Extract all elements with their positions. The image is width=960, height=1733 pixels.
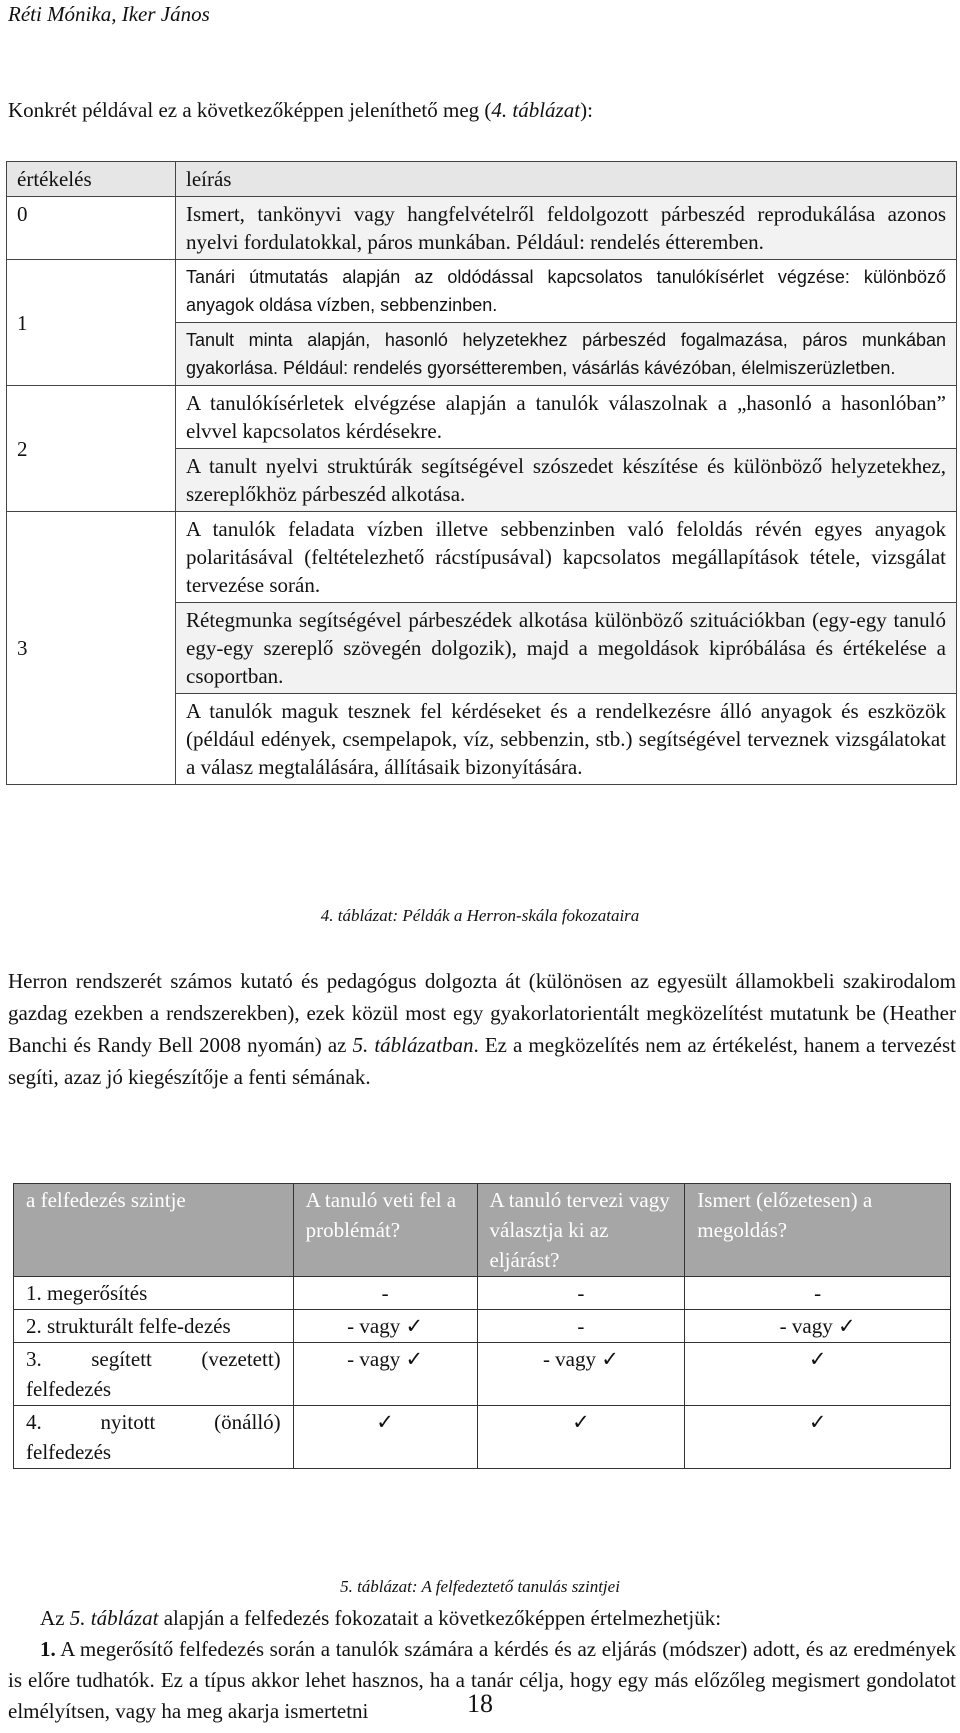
description-cell: Tanári útmutatás alapján az oldódással kapcsolatos tanulókísérlet végzése: különböző anyagok oldása vízben, sebbenzinben. — [176, 260, 957, 323]
table-reference: 5. táblázatban — [352, 1033, 474, 1057]
table-row — [7, 386, 957, 449]
table-header-row — [7, 162, 957, 197]
description-cell: A tanulók feladata vízben illetve sebbenzinben való feloldás révén egyes anyagok polaritásával (feltételezhető rácstípusával) kapcsolatos megállapítások tétele, vizsgálat tervezése során. — [176, 512, 957, 603]
value-cell: ✓ — [685, 1343, 951, 1406]
body-paragraph: Herron rendszerét számos kutató és pedagógus dolgozta át (különösen az egyesült államokbeli szakirodalom gazdag ezekben a rendszerekben), ezek közül most egy gyakorlatorientált megközelítést mutatunk be (Heather Banchi és Randy Bell 2008 nyomán) az 5. táblázatban. Ez a megközelítés nem az értékelést, hanem a tervezést segíti, azaz jó kiegészítője a fenti sémának. — [8, 969, 956, 1089]
header-cell: leírás — [176, 162, 957, 197]
value-cell: - — [477, 1277, 685, 1310]
level-cell: 1 — [7, 260, 176, 386]
table-row — [7, 197, 957, 260]
value-cell: ✓ — [293, 1406, 477, 1469]
table-row — [14, 1406, 951, 1469]
value-cell: - — [685, 1277, 951, 1310]
running-header: Réti Mónika, Iker János — [8, 2, 210, 26]
table-5-caption: 5. táblázat: A felfedeztető tanulás szintjei — [340, 1577, 620, 1596]
table-5 — [13, 1183, 951, 1469]
level-cell: 4. nyitott (önálló) felfedezés — [14, 1406, 294, 1469]
table-4 — [6, 161, 957, 785]
description-cell: A tanult nyelvi struktúrák segítségével szószedet készítése és különböző helyzetekhez, szereplőkhöz párbeszéd alkotása. — [176, 449, 957, 512]
page-number: 18 — [467, 1689, 493, 1718]
table-4-caption: 4. táblázat: Példák a Herron-skála fokozataira — [320, 906, 640, 925]
level-cell: 1. megerősítés — [14, 1277, 294, 1310]
table-row — [14, 1343, 951, 1406]
value-cell: - — [293, 1277, 477, 1310]
description-cell: Tanult minta alapján, hasonló helyzetekhez párbeszéd fogalmazása, páros munkában gyakorlása. Például: rendelés gyorsétteremben, vásárlás kávézóban, élelmiszerüzletben. — [176, 323, 957, 386]
table-row — [7, 512, 957, 603]
item-number: 1. — [40, 1637, 56, 1661]
description-cell: Ismert, tankönyvi vagy hangfelvételről feldolgozott párbeszéd reprodukálása azonos nyelvi fordulatokkal, páros munkában. Például: rendelés étteremben. — [176, 197, 957, 260]
value-cell: - vagy ✓ — [477, 1343, 685, 1406]
description-cell: Rétegmunka segítségével párbeszédek alkotása különböző szituációkban (egy-egy tanuló egy-egy szereplő szövegén dolgozik), majd a megoldások kipróbálása és értékelése a csoportban. — [176, 603, 957, 694]
level-cell: 2 — [7, 386, 176, 512]
description-cell: A tanulókísérletek elvégzése alapján a tanulók válaszolnak a „hasonló a hasonlóban” elvvel kapcsolatos kérdésekre. — [176, 386, 957, 449]
header-cell: Ismert (előzetesen) a megoldás? — [685, 1184, 951, 1277]
header-cell: értékelés — [7, 162, 176, 197]
table-header-row — [14, 1184, 951, 1277]
value-cell: - vagy ✓ — [293, 1343, 477, 1406]
value-cell: - vagy ✓ — [685, 1310, 951, 1343]
table-row — [7, 260, 957, 323]
table-reference: 5. táblázat — [69, 1606, 159, 1630]
level-cell: 3 — [7, 512, 176, 785]
value-cell: - — [477, 1310, 685, 1343]
table-row — [14, 1277, 951, 1310]
header-cell: A tanuló veti fel a problémát? — [293, 1184, 477, 1277]
paragraph-line: Az 5. táblázat alapján a felfedezés fokozatait a következőképpen értelmezhetjük: — [40, 1606, 722, 1630]
value-cell: ✓ — [685, 1406, 951, 1469]
intro-line: Konkrét példával ez a következőképpen jeleníthető meg (4. táblázat): — [8, 98, 593, 122]
table-row — [14, 1310, 951, 1343]
header-cell: a felfedezés szintje — [14, 1184, 294, 1277]
value-cell: - vagy ✓ — [293, 1310, 477, 1343]
numbered-item: 1. A megerősítő felfedezés során a tanulók számára a kérdés és az eljárás (módszer) adott, és az eredmények is előre tudhatók. Ez a típus akkor lehet hasznos, ha a tanár célja, hogy egy más előzőleg megismert gondolatot elmélyítsen, vagy ha meg akarja ismertetni — [8, 1637, 956, 1723]
level-cell: 0 — [7, 197, 176, 260]
level-cell: 2. strukturált felfe-dezés — [14, 1310, 294, 1343]
level-cell: 3. segített (vezetett) felfedezés — [14, 1343, 294, 1406]
value-cell: ✓ — [477, 1406, 685, 1469]
header-cell: A tanuló tervezi vagy választja ki az eljárást? — [477, 1184, 685, 1277]
description-cell: A tanulók maguk tesznek fel kérdéseket és a rendelkezésre álló anyagok és eszközök (például edények, csempelapok, víz, sebbenzin, stb.) segítségével terveznek vizsgálatokat a válasz megtalálására, állításaik bizonyítására. — [176, 694, 957, 785]
table-reference: 4. táblázat — [491, 98, 581, 122]
